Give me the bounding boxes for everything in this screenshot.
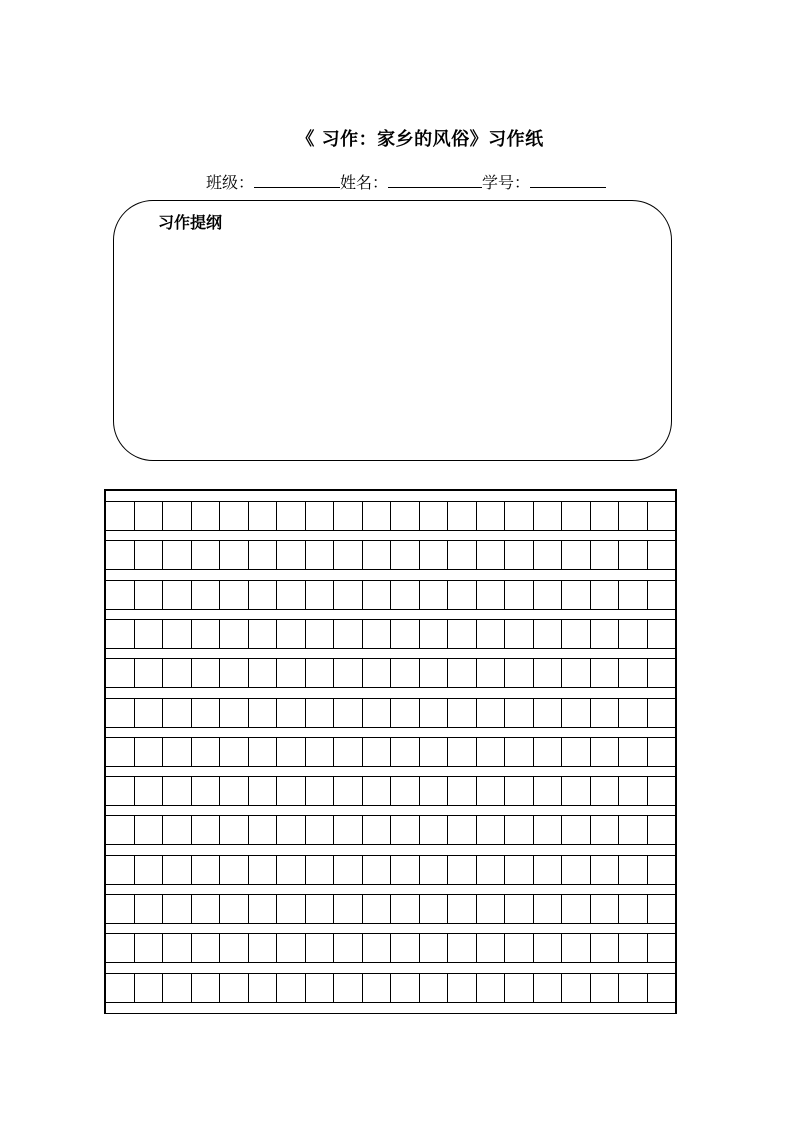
student-info-line (206, 170, 606, 193)
grid-cell[interactable] (306, 699, 335, 727)
grid-cell[interactable] (448, 934, 477, 962)
grid-cell[interactable] (249, 620, 278, 648)
grid-cell[interactable] (534, 934, 563, 962)
grid-cell[interactable] (192, 541, 221, 569)
grid-cell[interactable] (391, 816, 420, 844)
grid-cell[interactable] (192, 502, 221, 530)
outline-label: 习作提纲 (158, 213, 223, 232)
grid-cell[interactable] (648, 699, 676, 727)
grid-cell[interactable] (591, 659, 620, 687)
grid-cell[interactable] (135, 895, 164, 923)
grid-cell[interactable] (192, 699, 221, 727)
grid-cell[interactable] (249, 816, 278, 844)
grid-cell[interactable] (477, 502, 506, 530)
grid-cell[interactable] (534, 777, 563, 805)
grid-cell[interactable] (505, 974, 534, 1002)
grid-cell[interactable] (591, 581, 620, 609)
grid-cell[interactable] (306, 620, 335, 648)
grid-cell[interactable] (505, 856, 534, 884)
grid-cell[interactable] (562, 777, 591, 805)
grid-cell[interactable] (477, 541, 506, 569)
grid-cell[interactable] (363, 895, 392, 923)
class-blank[interactable] (254, 171, 340, 188)
grid-cell[interactable] (106, 974, 135, 1002)
grid-cell[interactable] (163, 777, 192, 805)
grid-cell[interactable] (220, 502, 249, 530)
grid-cell[interactable] (306, 895, 335, 923)
grid-cell[interactable] (192, 934, 221, 962)
grid-cell[interactable] (106, 541, 135, 569)
grid-cell[interactable] (391, 974, 420, 1002)
grid-cell[interactable] (562, 816, 591, 844)
grid-cell[interactable] (277, 974, 306, 1002)
grid-cell[interactable] (220, 541, 249, 569)
grid-cell[interactable] (391, 581, 420, 609)
grid-cell[interactable] (163, 620, 192, 648)
grid-cell[interactable] (249, 856, 278, 884)
grid-cell[interactable] (505, 699, 534, 727)
grid-row (106, 698, 675, 728)
grid-cell[interactable] (334, 856, 363, 884)
grid-cell[interactable] (220, 974, 249, 1002)
grid-cell[interactable] (477, 816, 506, 844)
grid-cell[interactable] (249, 581, 278, 609)
grid-cell[interactable] (249, 541, 278, 569)
grid-cell[interactable] (163, 895, 192, 923)
grid-cell[interactable] (420, 699, 449, 727)
grid-cell[interactable] (306, 934, 335, 962)
grid-cell[interactable] (448, 659, 477, 687)
grid-cell[interactable] (591, 895, 620, 923)
grid-cell[interactable] (420, 541, 449, 569)
grid-cell[interactable] (363, 659, 392, 687)
class-label: 班级： (206, 173, 255, 192)
grid-cell[interactable] (220, 581, 249, 609)
grid-cell[interactable] (334, 699, 363, 727)
grid-cell[interactable] (619, 620, 648, 648)
grid-row (106, 737, 675, 767)
grid-cell[interactable] (648, 502, 676, 530)
grid-cell[interactable] (420, 816, 449, 844)
grid-cell[interactable] (420, 895, 449, 923)
grid-cell[interactable] (562, 738, 591, 766)
grid-cell[interactable] (363, 620, 392, 648)
grid-cell[interactable] (391, 738, 420, 766)
grid-cell[interactable] (220, 895, 249, 923)
grid-cell[interactable] (448, 541, 477, 569)
grid-cell[interactable] (135, 659, 164, 687)
grid-cell[interactable] (619, 974, 648, 1002)
grid-cell[interactable] (648, 738, 676, 766)
grid-cell[interactable] (477, 895, 506, 923)
grid-cell[interactable] (249, 974, 278, 1002)
grid-cell[interactable] (106, 581, 135, 609)
grid-cell[interactable] (448, 738, 477, 766)
grid-cell[interactable] (106, 856, 135, 884)
grid-cell[interactable] (135, 856, 164, 884)
grid-cell[interactable] (391, 934, 420, 962)
grid-cell[interactable] (534, 502, 563, 530)
grid-cell[interactable] (249, 895, 278, 923)
grid-cell[interactable] (249, 738, 278, 766)
grid-cell[interactable] (277, 895, 306, 923)
grid-cell[interactable] (163, 738, 192, 766)
grid-cell[interactable] (192, 777, 221, 805)
grid-cell[interactable] (477, 581, 506, 609)
grid-cell[interactable] (334, 659, 363, 687)
grid-cell[interactable] (249, 699, 278, 727)
grid-cell[interactable] (106, 502, 135, 530)
grid-cell[interactable] (619, 581, 648, 609)
grid-cell[interactable] (163, 974, 192, 1002)
grid-row (106, 815, 675, 845)
grid-row (106, 619, 675, 649)
grid-cell[interactable] (163, 659, 192, 687)
grid-cell[interactable] (477, 856, 506, 884)
grid-cell[interactable] (363, 699, 392, 727)
grid-cell[interactable] (334, 974, 363, 1002)
grid-cell[interactable] (306, 581, 335, 609)
grid-cell[interactable] (448, 777, 477, 805)
grid-cell[interactable] (391, 620, 420, 648)
grid-cell[interactable] (391, 856, 420, 884)
grid-cell[interactable] (220, 777, 249, 805)
grid-cell[interactable] (277, 541, 306, 569)
grid-cell[interactable] (306, 856, 335, 884)
grid-cell[interactable] (306, 816, 335, 844)
grid-row (106, 540, 675, 570)
grid-cell[interactable] (477, 620, 506, 648)
grid-cell[interactable] (334, 581, 363, 609)
grid-cell[interactable] (448, 856, 477, 884)
grid-cell[interactable] (391, 541, 420, 569)
grid-cell[interactable] (363, 974, 392, 1002)
grid-cell[interactable] (534, 895, 563, 923)
grid-cell[interactable] (534, 856, 563, 884)
grid-cell[interactable] (477, 738, 506, 766)
grid-cell[interactable] (106, 895, 135, 923)
grid-cell[interactable] (363, 856, 392, 884)
grid-cell[interactable] (591, 816, 620, 844)
grid-cell[interactable] (562, 895, 591, 923)
grid-cell[interactable] (448, 699, 477, 727)
grid-cell[interactable] (562, 856, 591, 884)
grid-cell[interactable] (334, 541, 363, 569)
grid-cell[interactable] (619, 856, 648, 884)
grid-cell[interactable] (505, 541, 534, 569)
grid-cell[interactable] (334, 620, 363, 648)
grid-cell[interactable] (505, 738, 534, 766)
grid-cell[interactable] (648, 620, 676, 648)
grid-cell[interactable] (477, 659, 506, 687)
grid-cell[interactable] (619, 502, 648, 530)
grid-cell[interactable] (534, 541, 563, 569)
grid-cell[interactable] (334, 934, 363, 962)
grid-cell[interactable] (135, 699, 164, 727)
grid-row (106, 894, 675, 924)
grid-cell[interactable] (334, 502, 363, 530)
grid-cell[interactable] (420, 620, 449, 648)
grid-cell[interactable] (448, 581, 477, 609)
grid-cell[interactable] (619, 659, 648, 687)
grid-row (106, 776, 675, 806)
grid-cell[interactable] (306, 659, 335, 687)
grid-cell[interactable] (192, 816, 221, 844)
grid-cell[interactable] (135, 816, 164, 844)
grid-cell[interactable] (363, 581, 392, 609)
grid-cell[interactable] (477, 974, 506, 1002)
grid-cell[interactable] (648, 974, 676, 1002)
grid-cell[interactable] (277, 777, 306, 805)
grid-cell[interactable] (192, 659, 221, 687)
grid-cell[interactable] (106, 934, 135, 962)
grid-cell[interactable] (192, 620, 221, 648)
grid-cell[interactable] (277, 934, 306, 962)
grid-cell[interactable] (391, 895, 420, 923)
grid-cell[interactable] (534, 974, 563, 1002)
grid-cell[interactable] (591, 738, 620, 766)
grid-cell[interactable] (477, 699, 506, 727)
grid-cell[interactable] (135, 620, 164, 648)
grid-cell[interactable] (534, 738, 563, 766)
grid-cell[interactable] (192, 856, 221, 884)
grid-cell[interactable] (106, 699, 135, 727)
grid-cell[interactable] (619, 895, 648, 923)
grid-cell[interactable] (334, 738, 363, 766)
name-blank[interactable] (388, 171, 482, 188)
grid-cell[interactable] (648, 777, 676, 805)
grid-cell[interactable] (448, 816, 477, 844)
grid-cell[interactable] (448, 620, 477, 648)
grid-cell[interactable] (220, 856, 249, 884)
grid-cell[interactable] (334, 777, 363, 805)
grid-cell[interactable] (619, 934, 648, 962)
grid-cell[interactable] (363, 541, 392, 569)
grid-cell[interactable] (562, 934, 591, 962)
grid-cell[interactable] (420, 738, 449, 766)
grid-cell[interactable] (591, 502, 620, 530)
grid-cell[interactable] (591, 541, 620, 569)
grid-cell[interactable] (591, 974, 620, 1002)
grid-cell[interactable] (277, 738, 306, 766)
grid-cell[interactable] (534, 659, 563, 687)
grid-cell[interactable] (277, 699, 306, 727)
grid-cell[interactable] (505, 816, 534, 844)
grid-cell[interactable] (448, 974, 477, 1002)
grid-cell[interactable] (106, 738, 135, 766)
grid-cell[interactable] (591, 620, 620, 648)
grid-cell[interactable] (192, 581, 221, 609)
name-label: 姓名： (340, 173, 389, 192)
grid-cell[interactable] (648, 895, 676, 923)
grid-cell[interactable] (534, 581, 563, 609)
grid-cell[interactable] (391, 659, 420, 687)
grid-cell[interactable] (391, 502, 420, 530)
writing-grid[interactable] (104, 489, 677, 1014)
grid-cell[interactable] (648, 934, 676, 962)
grid-cell[interactable] (591, 934, 620, 962)
grid-cell[interactable] (562, 620, 591, 648)
grid-cell[interactable] (306, 738, 335, 766)
grid-cell[interactable] (534, 620, 563, 648)
grid-cell[interactable] (648, 856, 676, 884)
grid-cell[interactable] (220, 934, 249, 962)
grid-cell[interactable] (648, 659, 676, 687)
grid-cell[interactable] (505, 934, 534, 962)
grid-cell[interactable] (619, 699, 648, 727)
grid-cell[interactable] (505, 777, 534, 805)
grid-cell[interactable] (135, 541, 164, 569)
grid-cell[interactable] (562, 502, 591, 530)
grid-cell[interactable] (448, 895, 477, 923)
grid-cell[interactable] (192, 738, 221, 766)
grid-cell[interactable] (448, 502, 477, 530)
grid-cell[interactable] (106, 777, 135, 805)
grid-cell[interactable] (106, 620, 135, 648)
grid-cell[interactable] (420, 659, 449, 687)
grid-cell[interactable] (135, 974, 164, 1002)
grid-cell[interactable] (619, 541, 648, 569)
grid-cell[interactable] (363, 502, 392, 530)
grid-cell[interactable] (363, 816, 392, 844)
grid-cell[interactable] (420, 581, 449, 609)
grid-cell[interactable] (505, 581, 534, 609)
grid-cell[interactable] (135, 502, 164, 530)
grid-cell[interactable] (420, 777, 449, 805)
id-label: 学号： (482, 173, 531, 192)
grid-cell[interactable] (619, 816, 648, 844)
grid-cell[interactable] (334, 816, 363, 844)
grid-cell[interactable] (477, 934, 506, 962)
grid-cell[interactable] (277, 502, 306, 530)
grid-cell[interactable] (163, 541, 192, 569)
grid-cell[interactable] (562, 581, 591, 609)
id-blank[interactable] (530, 171, 606, 188)
outline-box[interactable] (113, 200, 672, 461)
grid-cell[interactable] (277, 581, 306, 609)
grid-row (106, 855, 675, 885)
grid-cell[interactable] (220, 659, 249, 687)
grid-cell[interactable] (363, 738, 392, 766)
grid-cell[interactable] (249, 502, 278, 530)
grid-cell[interactable] (648, 581, 676, 609)
grid-cell[interactable] (562, 974, 591, 1002)
grid-cell[interactable] (477, 777, 506, 805)
grid-cell[interactable] (534, 699, 563, 727)
grid-cell[interactable] (277, 856, 306, 884)
grid-cell[interactable] (277, 620, 306, 648)
grid-cell[interactable] (249, 777, 278, 805)
grid-cell[interactable] (135, 738, 164, 766)
grid-cell[interactable] (135, 777, 164, 805)
grid-cell[interactable] (306, 541, 335, 569)
grid-cell[interactable] (163, 502, 192, 530)
grid-cell[interactable] (505, 620, 534, 648)
grid-cell[interactable] (220, 620, 249, 648)
grid-cell[interactable] (106, 659, 135, 687)
grid-cell[interactable] (249, 659, 278, 687)
grid-cell[interactable] (534, 816, 563, 844)
grid-cell[interactable] (420, 856, 449, 884)
grid-cell[interactable] (163, 816, 192, 844)
grid-cell[interactable] (363, 777, 392, 805)
grid-cell[interactable] (619, 777, 648, 805)
grid-cell[interactable] (505, 895, 534, 923)
grid-cell[interactable] (562, 659, 591, 687)
grid-cell[interactable] (648, 816, 676, 844)
grid-cell[interactable] (220, 738, 249, 766)
grid-cell[interactable] (163, 581, 192, 609)
grid-cell[interactable] (277, 816, 306, 844)
grid-cell[interactable] (220, 816, 249, 844)
grid-cell[interactable] (648, 541, 676, 569)
grid-cell[interactable] (562, 699, 591, 727)
grid-cell[interactable] (135, 934, 164, 962)
grid-cell[interactable] (306, 502, 335, 530)
grid-cell[interactable] (505, 502, 534, 530)
grid-cell[interactable] (591, 777, 620, 805)
grid-cell[interactable] (192, 974, 221, 1002)
grid-cell[interactable] (192, 895, 221, 923)
grid-cell[interactable] (591, 699, 620, 727)
grid-cell[interactable] (562, 541, 591, 569)
grid-cell[interactable] (306, 974, 335, 1002)
grid-cell[interactable] (420, 974, 449, 1002)
grid-cell[interactable] (163, 699, 192, 727)
page-title: 《 习作：家乡的风俗》习作纸 (296, 129, 544, 150)
grid-cell[interactable] (363, 934, 392, 962)
grid-cell[interactable] (249, 934, 278, 962)
grid-cell[interactable] (591, 856, 620, 884)
grid-cell[interactable] (391, 699, 420, 727)
grid-cell[interactable] (420, 502, 449, 530)
grid-cell[interactable] (277, 659, 306, 687)
grid-row (106, 933, 675, 963)
grid-cell[interactable] (163, 856, 192, 884)
grid-cell[interactable] (106, 816, 135, 844)
grid-cell[interactable] (163, 934, 192, 962)
grid-cell[interactable] (420, 934, 449, 962)
grid-cell[interactable] (306, 777, 335, 805)
grid-cell[interactable] (220, 699, 249, 727)
grid-cell[interactable] (135, 581, 164, 609)
grid-cell[interactable] (334, 895, 363, 923)
grid-row (106, 658, 675, 688)
grid-cell[interactable] (619, 738, 648, 766)
grid-row (106, 501, 675, 531)
grid-row (106, 973, 675, 1003)
grid-cell[interactable] (505, 659, 534, 687)
grid-row (106, 580, 675, 610)
grid-cell[interactable] (391, 777, 420, 805)
